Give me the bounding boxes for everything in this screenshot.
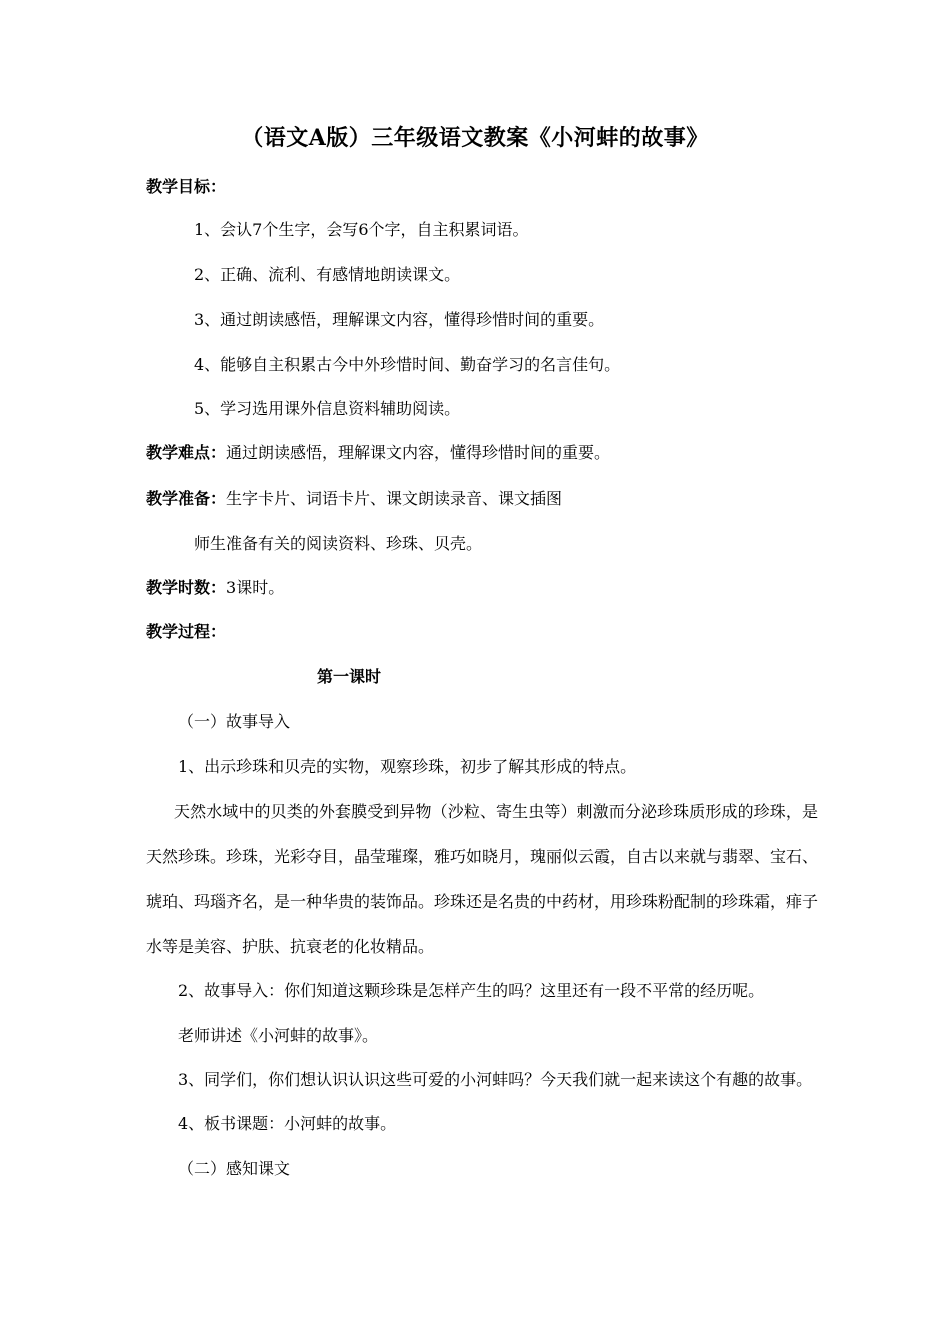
hours-label: 教学时数： <box>146 578 227 597</box>
step-item: 4、板书课题：小河蚌的故事。 <box>178 1114 397 1133</box>
hours-line <box>146 578 284 598</box>
teacher-story-line: 老师讲述《小河蚌的故事》。 <box>178 1026 379 1045</box>
objective-item: 2、正确、流利、有感情地朗读课文。 <box>194 265 461 284</box>
step-item: 2、故事导入：你们知道这颗珍珠是怎样产生的吗？这里还有一段不平常的经历呢。 <box>178 981 765 1000</box>
difficulty-label: 教学难点： <box>146 443 227 462</box>
lesson-heading: 第一课时 <box>317 667 382 686</box>
process-heading: 教学过程： <box>146 622 227 641</box>
objective-item: 4、能够自主积累古今中外珍惜时间、勤奋学习的名言佳句。 <box>194 355 621 374</box>
prep-line <box>146 489 562 509</box>
hours-text: 3课时。 <box>226 578 285 597</box>
objectives-heading: 教学目标： <box>146 177 227 196</box>
document-title: （语文A版）三年级语文教案《小河蚌的故事》 <box>241 125 709 151</box>
objective-item: 5、学习选用课外信息资料辅助阅读。 <box>194 399 461 418</box>
prep-label: 教学准备： <box>146 489 227 508</box>
section-heading: （一）故事导入 <box>178 712 291 731</box>
difficulty-text: 通过朗读感悟，理解课文内容，懂得珍惜时间的重要。 <box>226 443 611 462</box>
step-item: 3、同学们，你们想认识认识这些可爱的小河蚌吗？今天我们就一起来读这个有趣的故事。 <box>178 1070 813 1089</box>
objective-item: 1、会认7个生字，会写6个字，自主积累词语。 <box>194 220 529 239</box>
pearl-paragraph: 天然水域中的贝类的外套膜受到异物（沙粒、寄生虫等）刺激而分泌珍珠质形成的珍珠，是天然珍珠。珍珠，光彩夺目，晶莹璀璨，雅巧如晓月，瑰丽似云霞，自古以来就与翡翠、宝石、琥珀、玛瑙齐名，是一种华贵的装饰品。珍珠还是名贵的中药材，用珍珠粉配制的珍珠霜，痱子水等是美容、护肤、抗衰老的化妆精品。 <box>146 802 819 956</box>
step-item: 1、出示珍珠和贝壳的实物，观察珍珠，初步了解其形成的特点。 <box>178 757 637 776</box>
objective-item: 3、通过朗读感悟，理解课文内容，懂得珍惜时间的重要。 <box>194 310 605 329</box>
difficulty-line <box>146 443 610 463</box>
prep-line-2: 师生准备有关的阅读资料、珍珠、贝壳。 <box>194 534 483 553</box>
prep-text: 生字卡片、词语卡片、课文朗读录音、课文插图 <box>226 489 563 508</box>
section-heading: （二）感知课文 <box>178 1159 291 1178</box>
